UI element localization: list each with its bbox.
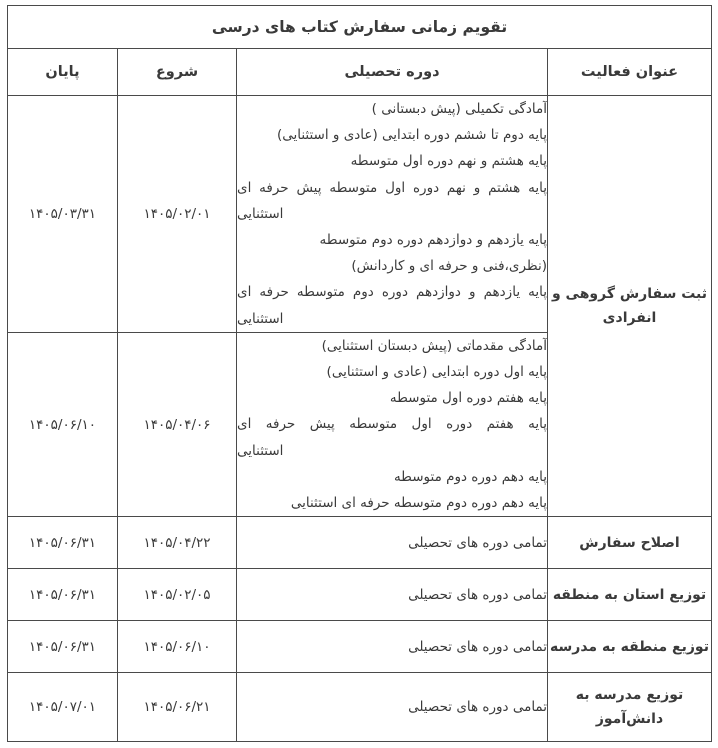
start-date-cell: ۱۴۰۵/۰۴/۰۶ bbox=[118, 332, 237, 516]
activity-cell: توزیع مدرسه به دانش‌آموز bbox=[548, 673, 712, 742]
start-date-cell: ۱۴۰۵/۰۲/۰۵ bbox=[118, 569, 237, 621]
table-row bbox=[7, 673, 711, 742]
end-date-cell: ۱۴۰۵/۰۶/۳۱ bbox=[7, 569, 117, 621]
table-row bbox=[7, 517, 711, 569]
end-date-cell: ۱۴۰۵/۰۶/۳۱ bbox=[7, 517, 117, 569]
header-period: دوره تحصیلی bbox=[237, 49, 548, 96]
table-row bbox=[7, 621, 711, 673]
period-line: آمادگی مقدماتی (پیش دبستان استثنایی) bbox=[321, 337, 547, 354]
period-line: پایه دهم دوره دوم متوسطه حرفه ای استثنایی bbox=[290, 495, 547, 512]
period-line: پایه هشتم و نهم دوره اول متوسطه پیش حرفه ای bbox=[237, 179, 547, 196]
start-date-cell: ۱۴۰۵/۰۴/۲۲ bbox=[118, 517, 237, 569]
activity-cell: توزیع استان به منطقه bbox=[548, 569, 712, 621]
period-line: استثنایی bbox=[237, 205, 284, 222]
activity-cell: توزیع منطقه به مدرسه bbox=[548, 621, 712, 673]
activity-cell: اصلاح سفارش bbox=[548, 517, 712, 569]
start-date-cell: ۱۴۰۵/۰۶/۱۰ bbox=[118, 621, 237, 673]
period-line: پایه دوم تا ششم دوره ابتدایی (عادی و استثنایی) bbox=[276, 127, 547, 144]
table-row bbox=[7, 96, 711, 333]
period-line: پایه هفتم دوره اول متوسطه bbox=[389, 390, 547, 407]
period-cell: تمامی دوره های تحصیلی bbox=[237, 569, 548, 621]
period-line: استثنایی bbox=[237, 442, 284, 459]
table-row bbox=[7, 569, 711, 621]
header-row bbox=[7, 49, 711, 96]
period-line: پایه اول دوره ابتدایی (عادی و استثنایی) bbox=[326, 364, 547, 381]
header-end: پایان bbox=[7, 49, 117, 96]
table-title: تقویم زمانی سفارش کتاب های درسی bbox=[7, 6, 711, 49]
period-line: پایه یازدهم و دوازدهم دوره دوم متوسطه bbox=[319, 232, 547, 249]
period-line: پایه هفتم دوره اول متوسطه پیش حرفه ای bbox=[237, 416, 547, 433]
period-cell: تمامی دوره های تحصیلی bbox=[237, 621, 548, 673]
period-cell: تمامی دوره های تحصیلی bbox=[237, 517, 548, 569]
header-activity: عنوان فعالیت bbox=[548, 49, 712, 96]
registration-activity-cell: ثبت سفارش گروهی و انفرادی bbox=[548, 96, 712, 517]
period-line: استثنایی bbox=[237, 310, 284, 327]
period-line: آمادگی تکمیلی (پیش دبستانی ) bbox=[371, 101, 547, 117]
period-line: پایه هشتم و نهم دوره اول متوسطه bbox=[350, 153, 547, 170]
registration-block1-period-cell bbox=[237, 96, 548, 333]
end-date-cell: ۱۴۰۵/۰۷/۰۱ bbox=[7, 673, 117, 742]
order-calendar-table bbox=[7, 5, 712, 742]
registration-block2-period-cell bbox=[237, 332, 548, 516]
period-line: پایه دهم دوره دوم متوسطه bbox=[393, 468, 547, 485]
end-date-cell: ۱۴۰۵/۰۳/۳۱ bbox=[7, 96, 117, 333]
end-date-cell: ۱۴۰۵/۰۶/۱۰ bbox=[7, 332, 117, 516]
period-line: (نظری،فنی و حرفه ای و کاردانش) bbox=[351, 258, 547, 275]
period-line: پایه یازدهم و دوازدهم دوره دوم متوسطه حرفه ای bbox=[237, 284, 547, 301]
header-start: شروع bbox=[118, 49, 237, 96]
end-date-cell: ۱۴۰۵/۰۶/۳۱ bbox=[7, 621, 117, 673]
title-row bbox=[7, 6, 711, 49]
start-date-cell: ۱۴۰۵/۰۲/۰۱ bbox=[118, 96, 237, 333]
period-cell: تمامی دوره های تحصیلی bbox=[237, 673, 548, 742]
start-date-cell: ۱۴۰۵/۰۶/۲۱ bbox=[118, 673, 237, 742]
